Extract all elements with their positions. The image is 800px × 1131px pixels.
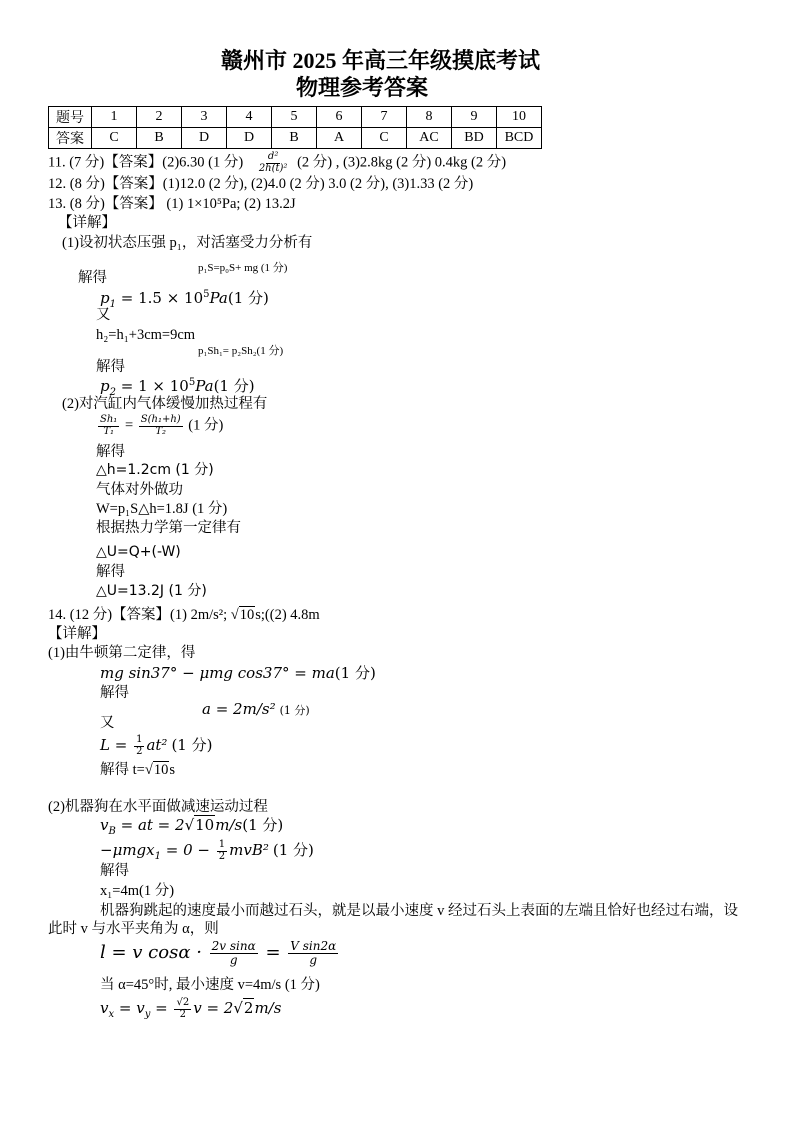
q13-delta-u-result: △U=13.2J (1 分) xyxy=(96,583,207,599)
friction-half-fraction xyxy=(217,840,227,862)
q14-distance-lhs: L = xyxy=(100,736,133,754)
question-number-cell: 10 xyxy=(497,107,542,128)
question-number-cell: 9 xyxy=(452,107,497,128)
header-label-cell: 题号 xyxy=(49,107,92,128)
components-value: v = 2 xyxy=(193,999,234,1017)
q14-acceleration-mark: (1 分) xyxy=(279,704,310,717)
half-denominator: 2 xyxy=(136,745,143,757)
q14-time-unit: s xyxy=(169,762,175,778)
q13-frac-right-numerator: S(h₁+h) xyxy=(140,414,181,425)
answer-cell: B xyxy=(137,128,182,149)
q13-answer: 13. (8 分)【答案】 (1) 1×10⁵Pa; (2) 13.2J xyxy=(48,196,296,212)
q13-charles-mark: (1 分) xyxy=(188,417,224,434)
p1-exponent: 5 xyxy=(203,289,210,300)
q14-x1-result: x₁=4m(1 分) xyxy=(100,883,175,899)
range-fraction-2-numerator: V sin2α xyxy=(290,939,337,953)
vy-subscript: y xyxy=(144,1009,151,1020)
sqrt-icon: √ xyxy=(184,816,195,834)
q14-header-radicand: 10 xyxy=(239,607,255,623)
friction-lhs: −μmgx xyxy=(100,841,155,859)
vb-radicand: 10 xyxy=(195,816,215,834)
q14-distance-mark: (1 分) xyxy=(171,736,213,754)
q14-distance-rhs: at² xyxy=(146,736,168,754)
half-numerator: 1 xyxy=(218,839,226,850)
document-title: 赣州市 2025 年高三年级摸底考试 xyxy=(221,48,541,73)
root2-numerator: √2 xyxy=(176,997,190,1008)
answer-cell: B xyxy=(272,128,317,149)
range-lhs: l = v cosα · xyxy=(100,942,208,964)
q14-answer xyxy=(48,608,320,623)
q13-law-label: 根据热力学第一定律有 xyxy=(96,520,241,536)
q13-solve-label-1: 解得 xyxy=(78,270,107,286)
answer-cell: D xyxy=(182,128,227,149)
q13-solve-label-3: 解得 xyxy=(96,444,125,460)
vy-symbol: = v xyxy=(114,999,145,1017)
p1-subscript: 1 xyxy=(109,299,116,310)
q14-acceleration-result xyxy=(202,702,310,717)
p1-unit: Pa xyxy=(209,289,228,307)
half-denominator: 2 xyxy=(218,850,226,862)
answer-cell: BCD xyxy=(497,128,542,149)
question-number-cell: 1 xyxy=(92,107,137,128)
half-numerator: 1 xyxy=(136,734,143,745)
q14-header-prefix: 14. (12 分)【答案】(1) 2m/s²; xyxy=(48,607,228,623)
q14-detail-heading: 【详解】 xyxy=(48,626,106,642)
q14-paragraph-line-1: 机器狗跳起的速度最小而越过石头，就是以最小速度 v 经过石头上表面的左端且恰好也经过右端，设 xyxy=(100,903,738,919)
q11-suffix: (2 分) , (3)2.8kg (2 分) 0.4kg (2 分) xyxy=(297,154,507,171)
p2-unit: Pa xyxy=(195,377,214,395)
question-number-cell: 7 xyxy=(362,107,407,128)
q13-boyle-equation: p₁Sh₁= p₂Sh₂(1 分) xyxy=(198,345,284,357)
q13-solve-label-4: 解得 xyxy=(96,564,125,580)
q13-equals: = xyxy=(124,417,134,434)
q13-force-equation: p₁S=p₀S+ mg (1 分) xyxy=(198,262,288,274)
question-number-cell: 3 xyxy=(182,107,227,128)
answer-table-answer-row xyxy=(49,128,542,149)
question-number-cell: 8 xyxy=(407,107,452,128)
vb-symbol: v xyxy=(100,816,109,834)
answer-table xyxy=(48,106,542,149)
vb-unit: m/s xyxy=(215,816,243,834)
p1-value: = 1.5 × 10 xyxy=(115,289,204,307)
q14-half-fraction xyxy=(134,735,144,757)
friction-mark: (1 分) xyxy=(272,841,314,859)
document-subtitle: 物理参考答案 xyxy=(296,75,429,100)
q14-time-prefix: 解得 t= xyxy=(100,762,145,778)
q13-delta-h: △h=1.2cm (1 分) xyxy=(96,462,214,478)
q11-fraction-denominator: 2h(t)² xyxy=(258,162,288,174)
q13-solve-label-2: 解得 xyxy=(96,359,125,375)
q13-h2-equation: h₂=h₁+3cm=9cm xyxy=(96,327,196,343)
answer-cell: A xyxy=(317,128,362,149)
components-unit: m/s xyxy=(254,999,282,1017)
sqrt-icon: √ xyxy=(233,999,243,1017)
vb-expression: = at = 2 xyxy=(115,816,185,834)
p2-value: = 1 × 10 xyxy=(115,377,189,395)
q14-distance-equation xyxy=(100,735,212,757)
q11-prefix: 11. (7 分)【答案】(2)6.30 (1 分) xyxy=(48,154,244,171)
p2-subscript: 2 xyxy=(109,387,116,398)
q13-also-label: 又 xyxy=(96,307,111,323)
q13-work-label: 气体对外做功 xyxy=(96,482,183,498)
q11-answer xyxy=(48,152,506,174)
q14-part1-intro: (1)由牛顿第二定律，得 xyxy=(48,645,196,661)
q14-newton-mark: (1 分) xyxy=(334,664,376,682)
question-number-cell: 5 xyxy=(272,107,317,128)
range-fraction-2 xyxy=(288,940,338,966)
answer-cell: BD xyxy=(452,128,497,149)
q14-newton-expression: mg sin37° − μmg cos37° = ma xyxy=(100,664,335,682)
range-equals: = xyxy=(259,942,287,964)
q14-alpha-result: 当 α=45°时, 最小速度 v=4m/s (1 分) xyxy=(100,977,320,993)
q13-work-equation: W=p₁S△h=1.8J (1 分) xyxy=(96,501,228,517)
sqrt-icon: √ xyxy=(144,762,153,778)
q13-frac-left-numerator: Sh₁ xyxy=(100,414,118,425)
root2-fraction xyxy=(174,998,191,1020)
q14-friction-equation xyxy=(100,840,314,862)
q13-frac-right-denominator: T₂ xyxy=(155,425,167,437)
q11-fraction xyxy=(257,152,290,174)
p1-symbol: p xyxy=(100,289,110,307)
question-number-cell: 2 xyxy=(137,107,182,128)
q13-charles-equation xyxy=(96,415,223,437)
q14-header-suffix: s;((2) 4.8m xyxy=(255,607,320,623)
q12-answer: 12. (8 分)【答案】(1)12.0 (2 分), (2)4.0 (2 分) 3.0 (2 分), (3)1.33 (2 分) xyxy=(48,176,474,192)
vx-subscript: x xyxy=(108,1009,115,1020)
answer-label-cell: 答案 xyxy=(49,128,92,149)
q14-solve-label-2: 解得 xyxy=(100,863,129,879)
sqrt-icon: √ xyxy=(230,607,239,623)
components-equals: = xyxy=(150,999,173,1017)
q13-part2-intro: (2)对汽缸内气体缓慢加热过程有 xyxy=(62,396,268,412)
friction-middle: = 0 − xyxy=(160,841,215,859)
answer-cell: C xyxy=(92,128,137,149)
q13-frac-left xyxy=(98,415,119,437)
q13-frac-left-denominator: T₁ xyxy=(103,425,114,437)
components-radicand: 2 xyxy=(243,999,254,1017)
question-number-cell: 6 xyxy=(317,107,362,128)
range-fraction-1 xyxy=(210,940,258,966)
q11-fraction-numerator: d² xyxy=(267,151,279,162)
range-fraction-1-numerator: 2v sinα xyxy=(211,939,256,953)
p2-exponent: 5 xyxy=(188,377,196,388)
q13-part1-intro: (1)设初状态压强 p₁，对活塞受力分析有 xyxy=(62,235,313,251)
q14-velocity-b-equation xyxy=(100,818,283,837)
vx-symbol: v xyxy=(100,999,109,1017)
answer-cell: AC xyxy=(407,128,452,149)
q14-also-label: 又 xyxy=(100,715,115,731)
q13-detail-heading: 【详解】 xyxy=(58,215,116,231)
q13-delta-u-equation: △U=Q+(-W) xyxy=(96,544,181,560)
vb-subscript: B xyxy=(108,826,116,837)
friction-subscript: 1 xyxy=(154,851,161,862)
q14-acceleration-value: a = 2m/s² xyxy=(202,700,276,718)
q13-p2-result xyxy=(100,378,255,398)
range-fraction-1-denominator: g xyxy=(229,952,238,967)
q14-time-radicand: 10 xyxy=(153,762,169,778)
q14-newton-equation xyxy=(100,666,376,681)
p2-symbol: p xyxy=(100,377,110,395)
q13-frac-right xyxy=(139,415,183,437)
answer-cell: D xyxy=(227,128,272,149)
question-number-cell: 4 xyxy=(227,107,272,128)
q14-paragraph-line-2: 此时 v 与水平夹角为 α，则 xyxy=(48,921,219,937)
q14-solve-label-1: 解得 xyxy=(100,685,129,701)
q14-time-result xyxy=(100,763,175,778)
vb-mark: (1 分) xyxy=(242,816,284,834)
q13-p1-result xyxy=(100,290,269,310)
friction-rhs: mvB² xyxy=(229,841,269,859)
p1-mark: (1 分) xyxy=(227,289,269,307)
answer-cell: C xyxy=(362,128,407,149)
q14-part2-intro: (2)机器狗在水平面做减速运动过程 xyxy=(48,799,268,815)
answer-table-header-row xyxy=(49,107,542,128)
q14-range-equation xyxy=(100,940,340,966)
root2-denominator: 2 xyxy=(179,1008,187,1020)
p2-mark: (1 分) xyxy=(213,377,255,395)
range-fraction-2-denominator: g xyxy=(309,952,318,967)
q14-components-equation xyxy=(100,998,281,1020)
